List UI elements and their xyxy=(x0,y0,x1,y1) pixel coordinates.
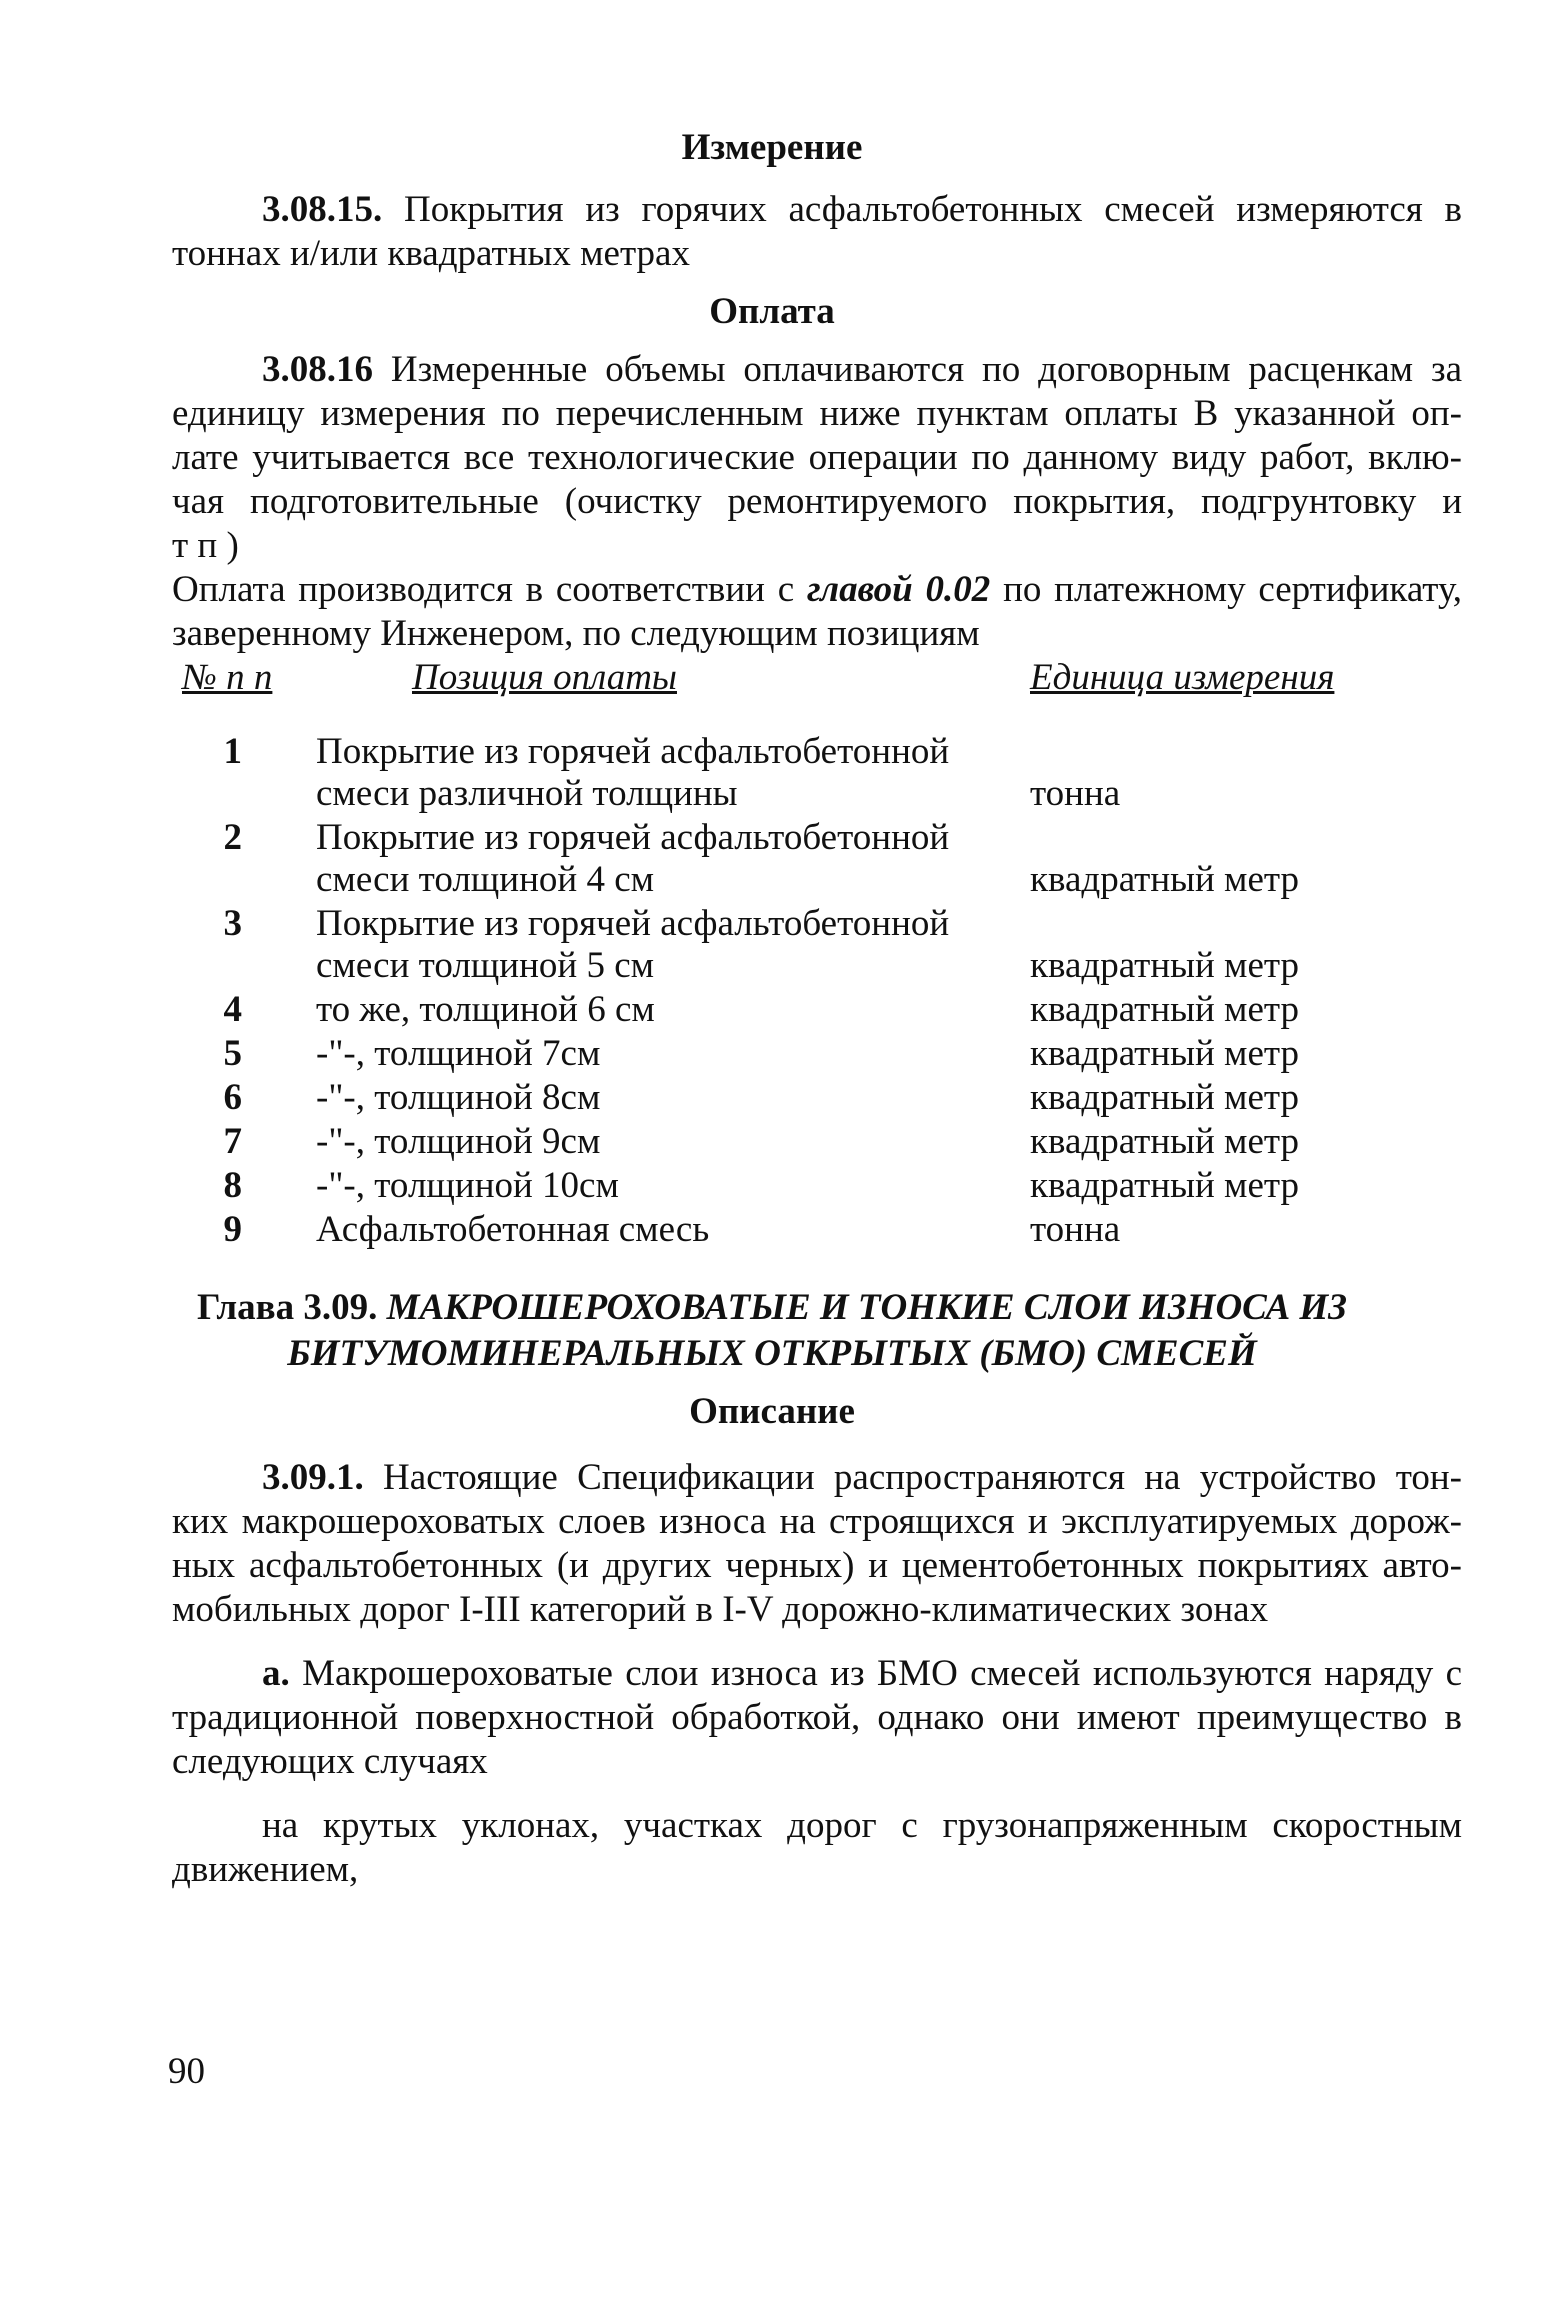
clause-number: 3.09.1. xyxy=(262,1457,364,1498)
row-position-cont: смеси толщиной 4 см xyxy=(316,859,655,900)
paragraph-3-08-16-line4: чая подготовительные (очистку ремонтируемого покрытия, подгрунтовку и xyxy=(172,481,1462,522)
row-position-cont: смеси различной толщины xyxy=(316,773,738,814)
heading-description: Описание xyxy=(689,1391,855,1432)
chapter-heading-line2: БИТУМОМИНЕРАЛЬНЫХ ОТКРЫТЫХ (БМО) СМЕСЕЙ xyxy=(287,1333,1257,1374)
row-number: 6 xyxy=(223,1077,242,1118)
payment-paragraph-line1 xyxy=(172,568,1462,612)
row-number: 4 xyxy=(223,989,242,1030)
text: Измеренные объемы оплачиваются по договорным расценкам за xyxy=(390,349,1462,390)
row-number: 8 xyxy=(223,1165,242,1206)
text: Настоящие Спецификации распространяются на устройство тон- xyxy=(383,1457,1463,1498)
row-position: то же, толщиной 6 см xyxy=(316,989,655,1030)
row-position: -"-, толщиной 10см xyxy=(316,1165,619,1206)
paragraph-3-08-15-line2: тоннах и/или квадратных метрах xyxy=(172,233,690,274)
row-unit: квадратный метр xyxy=(1030,859,1300,900)
item-a-line2: традиционной поверхностной обработкой, однако они имеют преимущество в xyxy=(172,1697,1462,1738)
row-unit: квадратный метр xyxy=(1030,1121,1300,1162)
text: Покрытия из горячих асфальтобетонных смесей измеряются в xyxy=(404,189,1462,230)
row-position-cont: смеси толщиной 5 см xyxy=(316,945,655,986)
table-header-position: Позиция оплаты xyxy=(412,657,677,698)
chapter-prefix: Глава 3.09. xyxy=(196,1287,378,1328)
row-unit: квадратный метр xyxy=(1030,945,1300,986)
chapter-reference: главой 0.02 xyxy=(806,569,991,610)
paragraph-3-08-16-line5: т п ) xyxy=(172,525,239,566)
text: Оплата производится в соответствии с xyxy=(172,569,795,610)
row-position: Асфальтобетонная смесь xyxy=(316,1209,710,1250)
row-position: Покрытие из горячей асфальтобетонной xyxy=(316,903,950,944)
item-label: а. xyxy=(262,1653,290,1694)
paragraph-3-09-1-line4: мобильных дорог I-III категорий в I-V дорожно-климатических зонах xyxy=(172,1589,1269,1630)
paragraph-3-09-1-line2: ких макрошероховатых слоев износа на строящихся и эксплуатируемых дорож- xyxy=(172,1501,1462,1542)
row-unit: тонна xyxy=(1030,1209,1121,1250)
clause-number: 3.08.16 xyxy=(262,349,373,390)
paragraph-3-08-15-line1 xyxy=(262,188,1462,232)
chapter-title: МАКРОШЕРОХОВАТЫЕ И ТОНКИЕ СЛОИ ИЗНОСА ИЗ xyxy=(386,1287,1347,1328)
heading-payment: Оплата xyxy=(709,291,835,332)
item-b-line2: движением, xyxy=(172,1849,359,1890)
row-number: 9 xyxy=(223,1209,242,1250)
row-number: 1 xyxy=(223,731,242,772)
row-position: -"-, толщиной 7см xyxy=(316,1033,601,1074)
paragraph-3-08-16-line3: лате учитывается все технологические операции по данному виду работ, вклю- xyxy=(172,437,1462,478)
table-header-number: № п п xyxy=(182,657,273,698)
page-number: 90 xyxy=(168,2051,205,2092)
row-number: 5 xyxy=(223,1033,242,1074)
row-unit: квадратный метр xyxy=(1030,1077,1300,1118)
row-unit: квадратный метр xyxy=(1030,1033,1300,1074)
item-a-line3: следующих случаях xyxy=(172,1741,488,1782)
paragraph-3-08-16-line1 xyxy=(262,348,1462,392)
item-a-line1 xyxy=(262,1652,1462,1696)
row-unit: квадратный метр xyxy=(1030,989,1300,1030)
text: по платежному сертификату, xyxy=(1003,569,1463,610)
heading-measurement: Измерение xyxy=(681,127,863,168)
row-position: -"-, толщиной 9см xyxy=(316,1121,601,1162)
item-b-line1: на крутых уклонах, участках дорог с грузонапряженным скоростным xyxy=(262,1805,1462,1846)
row-unit: тонна xyxy=(1030,773,1121,814)
row-unit: квадратный метр xyxy=(1030,1165,1300,1206)
row-position: Покрытие из горячей асфальтобетонной xyxy=(316,817,950,858)
paragraph-3-09-1-line1 xyxy=(262,1456,1462,1500)
paragraph-3-08-16-line2: единицу измерения по перечисленным ниже пунктам оплаты В указанной оп- xyxy=(172,393,1462,434)
table-header-unit: Единица измерения xyxy=(1030,657,1335,698)
row-number: 2 xyxy=(223,817,242,858)
text: Макрошероховатые слои износа из БМО смесей используются наряду с xyxy=(302,1653,1462,1694)
row-number: 7 xyxy=(223,1121,242,1162)
row-position: Покрытие из горячей асфальтобетонной xyxy=(316,731,950,772)
chapter-heading-line1 xyxy=(0,1286,1544,1330)
row-number: 3 xyxy=(223,903,242,944)
paragraph-3-09-1-line3: ных асфальтобетонных (и других черных) и цементобетонных покрытиях авто- xyxy=(172,1545,1462,1586)
row-position: -"-, толщиной 8см xyxy=(316,1077,601,1118)
clause-number: 3.08.15. xyxy=(262,189,383,230)
payment-paragraph-line2: заверенному Инженером, по следующим позициям xyxy=(172,613,980,654)
